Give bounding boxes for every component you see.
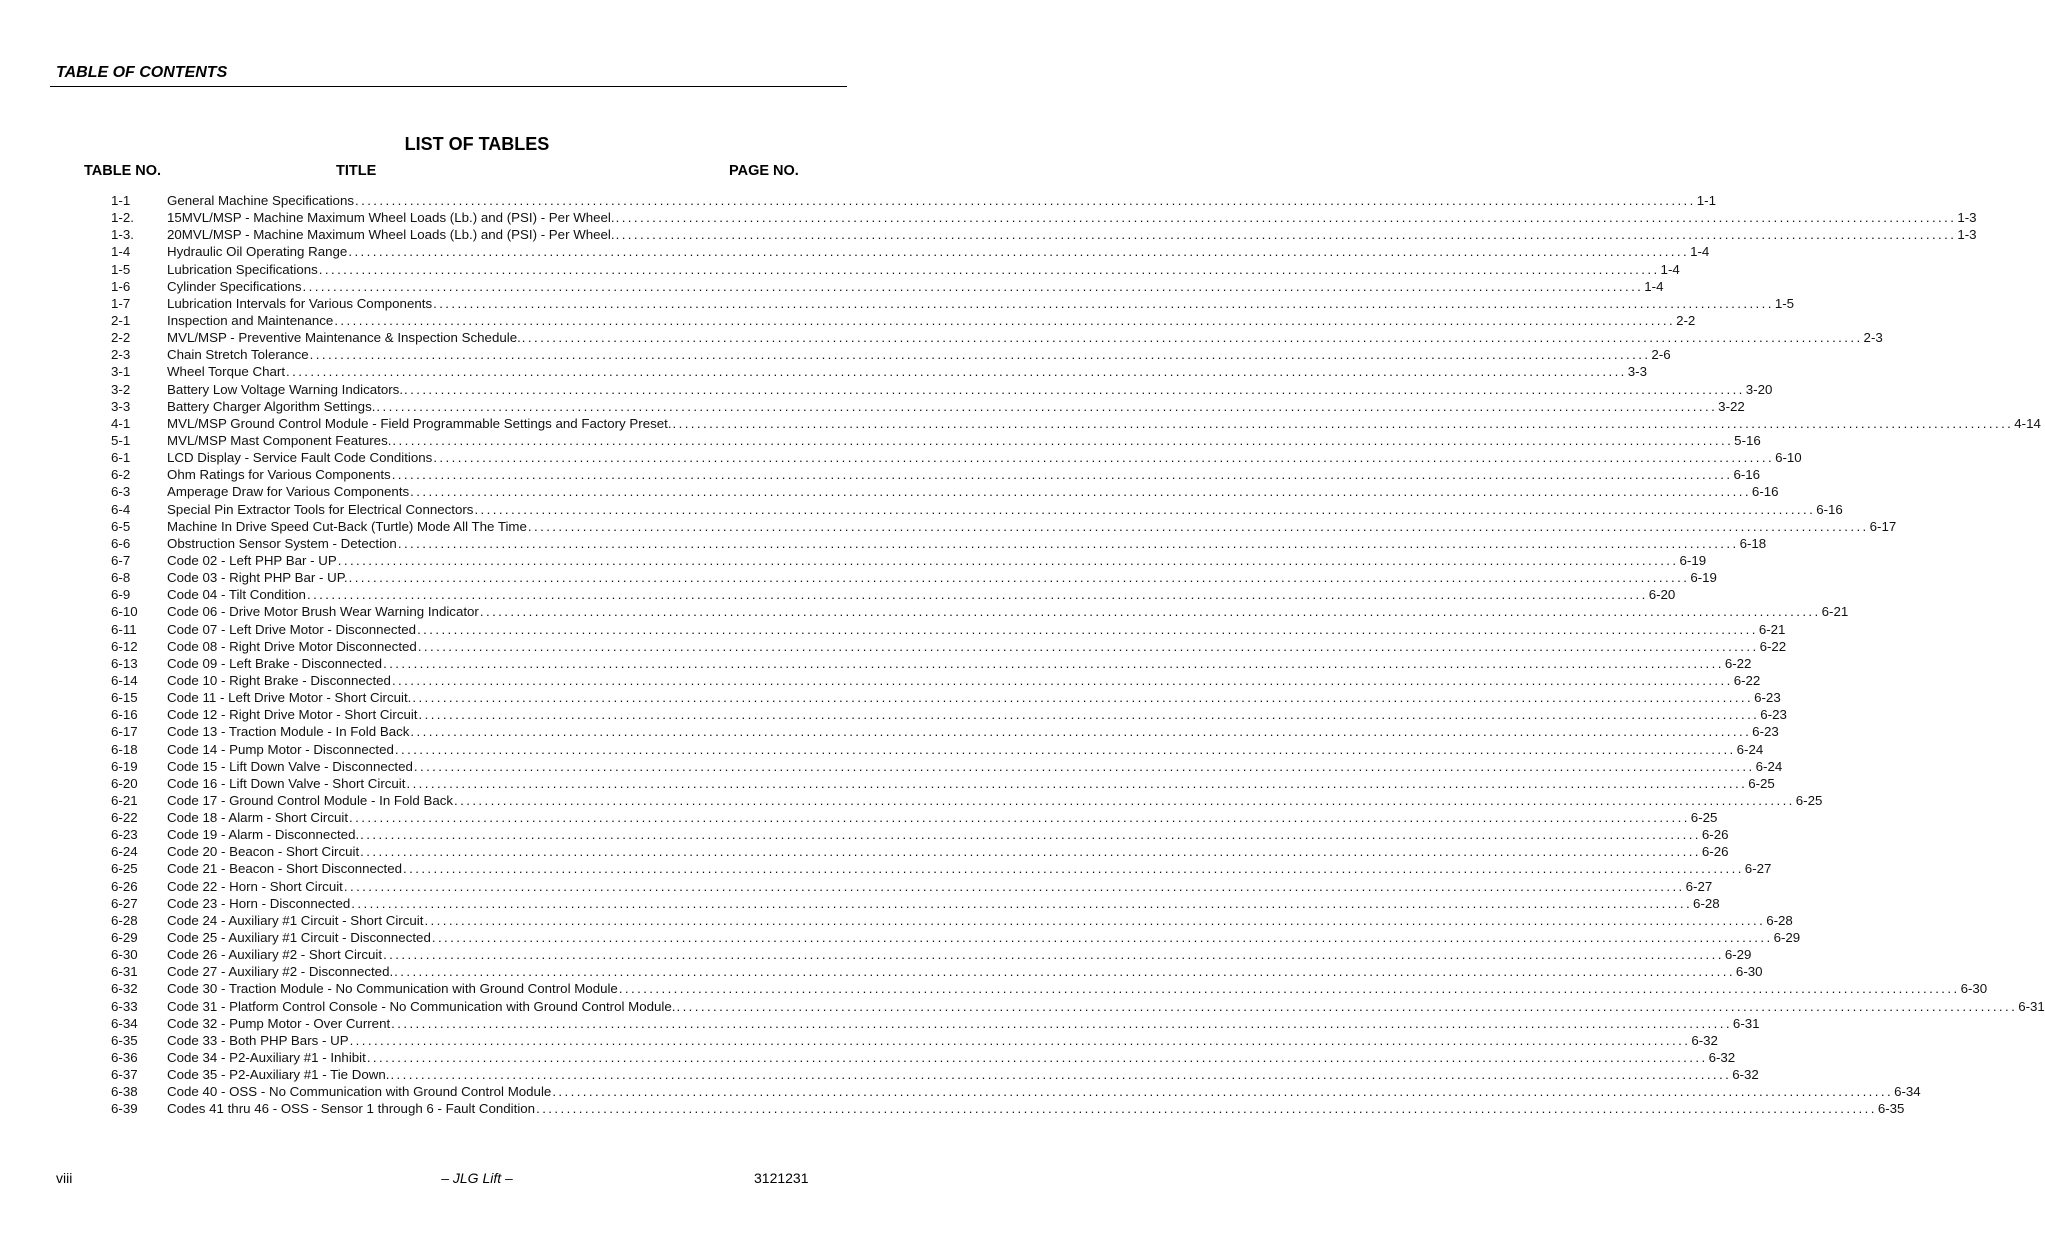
table-number: 6-25: [111, 861, 138, 877]
page-reference: 6-29: [1724, 947, 1752, 963]
table-number: 5-1: [111, 432, 131, 448]
dot-leader: ............................................................................................................................................................................................................................: [410, 484, 1751, 500]
page-reference: 6-28: [1693, 895, 1720, 911]
table-number: 6-3: [111, 484, 131, 500]
table-title: Code 15 - Lift Down Valve - Disconnected: [167, 758, 413, 774]
dot-leader: ............................................................................................................................................................................................................................: [417, 621, 1758, 637]
table-number: 6-17: [111, 724, 138, 740]
toc-row[interactable]: [111, 809, 1718, 826]
toc-row[interactable]: [111, 432, 1761, 449]
page-reference: 6-27: [1685, 878, 1713, 894]
dot-leader: ............................................................................................................................................................................................................................: [391, 1015, 1732, 1031]
toc-row[interactable]: [111, 483, 1779, 500]
page-reference: 1-4: [1644, 278, 1664, 294]
dot-leader: ............................................................................................................................................................................................................................: [474, 501, 1816, 517]
table-number: 4-1: [111, 415, 131, 431]
dot-leader: ............................................................................................................................................................................................................................: [615, 227, 1957, 243]
table-title: Code 30 - Traction Module - No Communication with Ground Control Module: [167, 981, 618, 997]
table-number: 1-5: [111, 261, 131, 277]
dot-leader: ............................................................................................................................................................................................................................: [413, 758, 1755, 774]
page-reference: 1-3: [1957, 210, 1977, 226]
table-title: Code 20 - Beacon - Short Circuit: [167, 844, 360, 860]
dot-leader: ............................................................................................................................................................................................................................: [348, 570, 1690, 586]
toc-row[interactable]: [111, 295, 1795, 312]
dot-leader: ............................................................................................................................................................................................................................: [349, 1032, 1691, 1048]
page-reference: 6-26: [1701, 827, 1729, 843]
dot-leader: ............................................................................................................................................................................................................................: [431, 930, 1773, 946]
table-title: Code 33 - Both PHP Bars - UP: [167, 1032, 349, 1048]
table-number: 6-11: [111, 621, 137, 637]
page-reference: 6-16: [1816, 501, 1843, 517]
toc-row[interactable]: [111, 689, 1781, 706]
dot-leader: ............................................................................................................................................................................................................................: [306, 587, 1648, 603]
table-title: Code 18 - Alarm - Short Circuit: [167, 810, 349, 826]
toc-row[interactable]: [111, 1015, 1760, 1032]
page-reference: 3-20: [1745, 381, 1773, 397]
table-title: Codes 41 thru 46 - OSS - Sensor 1 through 6 - Fault Condition: [167, 1101, 536, 1117]
page-reference: 6-22: [1759, 638, 1787, 654]
page-reference: 6-21: [1758, 621, 1786, 637]
dot-leader: ............................................................................................................................................................................................................................: [412, 690, 1754, 706]
table-title: Special Pin Extractor Tools for Electrical Connectors: [167, 501, 474, 517]
table-number: 1-3.: [111, 227, 134, 243]
table-title: Code 19 - Alarm - Disconnected.: [167, 827, 360, 843]
dot-leader: ............................................................................................................................................................................................................................: [552, 1084, 1894, 1100]
table-title: Code 04 - Tilt Condition: [167, 587, 306, 603]
dot-leader: ............................................................................................................................................................................................................................: [417, 638, 1759, 654]
table-number: 1-7: [111, 295, 131, 311]
table-number: 6-32: [111, 981, 138, 997]
table-title: Code 03 - Right PHP Bar - UP.: [167, 570, 348, 586]
table-number: 6-35: [111, 1032, 138, 1048]
dot-leader: ............................................................................................................................................................................................................................: [676, 998, 2018, 1014]
page-reference: 6-32: [1691, 1032, 1718, 1048]
dot-leader: ............................................................................................................................................................................................................................: [391, 672, 1733, 688]
table-title: Code 12 - Right Drive Motor - Short Circuit: [167, 707, 418, 723]
table-title: Code 16 - Lift Down Valve - Short Circuit: [167, 775, 406, 791]
table-number: 6-20: [111, 775, 138, 791]
page-reference: 1-4: [1690, 244, 1710, 260]
table-title: MVL/MSP - Preventive Maintenance & Inspection Schedule.: [167, 330, 521, 346]
dot-leader: ............................................................................................................................................................................................................................: [360, 827, 1701, 843]
table-title: Code 09 - Left Brake - Disconnected: [167, 655, 383, 671]
dot-leader: ............................................................................................................................................................................................................................: [343, 878, 1685, 894]
table-number: 6-5: [111, 518, 131, 534]
dot-leader: ............................................................................................................................................................................................................................: [337, 552, 1679, 568]
table-number: 6-19: [111, 758, 138, 774]
dot-leader: ............................................................................................................................................................................................................................: [404, 381, 1745, 397]
toc-row[interactable]: [111, 843, 1729, 860]
page-reference: 1-1: [1696, 193, 1716, 208]
table-number: 6-13: [111, 655, 138, 671]
dot-leader: ............................................................................................................................................................................................................................: [479, 604, 1821, 620]
footer-page-number: viii: [56, 1170, 73, 1186]
page-reference: 6-24: [1755, 758, 1783, 774]
table-title: Code 21 - Beacon - Short Disconnected: [167, 861, 403, 877]
dot-leader: ............................................................................................................................................................................................................................: [672, 415, 2014, 431]
dot-leader: ............................................................................................................................................................................................................................: [349, 810, 1690, 826]
page-reference: 6-31: [2018, 998, 2045, 1014]
page-reference: 6-26: [1701, 844, 1729, 860]
toc-row[interactable]: [111, 621, 1786, 638]
footer-document-number: 3121231: [754, 1170, 809, 1186]
table-title: Code 27 - Auxiliary #2 - Disconnected.: [167, 964, 394, 980]
table-title: Amperage Draw for Various Components: [167, 484, 410, 500]
table-title: Lubrication Specifications: [167, 261, 318, 277]
table-number: 6-38: [111, 1084, 138, 1100]
table-number: 6-24: [111, 844, 138, 860]
toc-row[interactable]: [111, 895, 1720, 912]
dot-leader: ............................................................................................................................................................................................................................: [394, 741, 1736, 757]
table-number: 6-7: [111, 552, 131, 568]
page-reference: 6-24: [1736, 741, 1764, 757]
page-reference: 6-16: [1751, 484, 1779, 500]
page-reference: 3-22: [1718, 398, 1745, 414]
toc-row[interactable]: [111, 946, 1752, 963]
table-number: 6-33: [111, 998, 138, 1014]
table-number: 6-15: [111, 690, 138, 706]
toc-row[interactable]: [111, 192, 1716, 209]
dot-leader: ............................................................................................................................................................................................................................: [383, 655, 1724, 671]
dot-leader: ............................................................................................................................................................................................................................: [454, 792, 1795, 808]
page-reference: 6-30: [1735, 964, 1763, 980]
toc-row[interactable]: [111, 912, 1793, 929]
dot-leader: ............................................................................................................................................................................................................................: [334, 312, 1676, 328]
column-header-page-no: PAGE NO.: [729, 163, 799, 179]
toc-row[interactable]: [111, 775, 1775, 792]
toc-row[interactable]: [111, 878, 1713, 895]
header-divider: [50, 86, 847, 87]
dot-leader: ............................................................................................................................................................................................................................: [286, 364, 1627, 380]
table-number: 6-6: [111, 535, 131, 551]
page-reference: 2-2: [1676, 312, 1696, 328]
toc-row[interactable]: [111, 535, 1767, 552]
toc-row[interactable]: [111, 1032, 1718, 1049]
toc-row[interactable]: [111, 243, 1710, 260]
page-reference: 6-23: [1754, 690, 1781, 706]
toc-row[interactable]: [111, 415, 2041, 432]
dot-leader: ............................................................................................................................................................................................................................: [418, 707, 1760, 723]
page-reference: 6-31: [1732, 1015, 1760, 1031]
table-title: Lubrication Intervals for Various Components: [167, 295, 433, 311]
dot-leader: ............................................................................................................................................................................................................................: [615, 210, 1957, 226]
toc-row[interactable]: [111, 518, 1897, 535]
table-title: Battery Low Voltage Warning Indicators.: [167, 381, 404, 397]
table-title: Code 34 - P2-Auxiliary #1 - Inhibit: [167, 1050, 366, 1066]
page-reference: 6-23: [1752, 724, 1779, 740]
page-reference: 6-19: [1679, 552, 1707, 568]
page-reference: 6-32: [1708, 1050, 1736, 1066]
table-number: 2-1: [111, 312, 131, 328]
dot-leader: ............................................................................................................................................................................................................................: [618, 981, 1960, 997]
page-reference: 6-18: [1739, 535, 1767, 551]
page-title: LIST OF TABLES: [404, 134, 550, 154]
table-number: 6-36: [111, 1050, 138, 1066]
toc-row[interactable]: [111, 929, 1801, 946]
table-title: Code 10 - Right Brake - Disconnected: [167, 672, 391, 688]
table-title: Code 17 - Ground Control Module - In Fold Back: [167, 792, 454, 808]
table-title: Wheel Torque Chart: [167, 364, 286, 380]
dot-leader: ............................................................................................................................................................................................................................: [366, 1050, 1708, 1066]
toc-row[interactable]: [111, 449, 1802, 466]
toc-row[interactable]: [111, 329, 1883, 346]
table-number: 3-3: [111, 398, 131, 414]
page-reference: 6-19: [1690, 570, 1717, 586]
dot-leader: ............................................................................................................................................................................................................................: [536, 1101, 1877, 1117]
toc-row[interactable]: [111, 741, 1764, 758]
dot-leader: ............................................................................................................................................................................................................................: [424, 912, 1766, 928]
table-number: 6-21: [111, 792, 138, 808]
table-number: 6-14: [111, 672, 138, 688]
toc-row[interactable]: [111, 706, 1787, 723]
table-title: Code 40 - OSS - No Communication with Ground Control Module: [167, 1084, 552, 1100]
toc-row[interactable]: [111, 723, 1779, 740]
page-reference: 6-27: [1744, 861, 1772, 877]
table-title: Code 07 - Left Drive Motor - Disconnected: [167, 621, 417, 637]
table-number: 6-10: [111, 604, 138, 620]
table-title: Code 14 - Pump Motor - Disconnected: [167, 741, 394, 757]
table-number: 6-37: [111, 1067, 138, 1083]
page-reference: 6-34: [1894, 1084, 1921, 1100]
column-header-table-no: TABLE NO.: [84, 163, 162, 179]
toc-row[interactable]: [111, 963, 1763, 980]
dot-leader: ............................................................................................................................................................................................................................: [348, 244, 1690, 260]
page-reference: 6-22: [1724, 655, 1752, 671]
table-number: 6-2: [111, 467, 131, 483]
page-reference: 6-32: [1732, 1067, 1759, 1083]
page-reference: 1-4: [1660, 261, 1680, 277]
table-title: Code 26 - Auxiliary #2 - Short Circuit: [167, 947, 383, 963]
page-reference: 4-14: [2014, 415, 2041, 431]
toc-row[interactable]: [111, 860, 1772, 877]
toc-row[interactable]: [111, 312, 1696, 329]
table-number: 1-1: [111, 193, 131, 208]
page-reference: 2-6: [1651, 347, 1671, 363]
table-title: Code 35 - P2-Auxiliary #1 - Tie Down.: [167, 1067, 390, 1083]
table-number: 6-1: [111, 450, 131, 466]
toc-row[interactable]: [111, 1100, 1905, 1117]
page-reference: 6-25: [1690, 810, 1718, 826]
table-number: 1-2.: [111, 210, 134, 226]
table-title: LCD Display - Service Fault Code Conditions: [167, 450, 433, 466]
toc-row[interactable]: [111, 381, 1773, 398]
table-number: 6-29: [111, 930, 138, 946]
table-title: Ohm Ratings for Various Components: [167, 467, 391, 483]
table-number: 6-31: [111, 964, 138, 980]
table-title: Hydraulic Oil Operating Range: [167, 244, 348, 260]
table-number: 6-8: [111, 570, 131, 586]
table-list: [111, 192, 2045, 1118]
toc-row[interactable]: [111, 792, 1823, 809]
page-reference: 6-22: [1733, 672, 1761, 688]
toc-row[interactable]: [111, 398, 1745, 415]
page-reference: 6-17: [1869, 518, 1897, 534]
table-title: Code 02 - Left PHP Bar - UP: [167, 552, 337, 568]
table-number: 1-4: [111, 244, 131, 260]
toc-row[interactable]: [111, 603, 1849, 620]
dot-leader: ............................................................................................................................................................................................................................: [351, 895, 1693, 911]
dot-leader: ............................................................................................................................................................................................................................: [355, 193, 1696, 208]
page-reference: 6-35: [1877, 1101, 1905, 1117]
table-number: 2-3: [111, 347, 131, 363]
toc-row[interactable]: [111, 826, 1729, 843]
table-number: 6-27: [111, 895, 138, 911]
dot-leader: ............................................................................................................................................................................................................................: [521, 330, 1863, 346]
table-title: Battery Charger Algorithm Settings.: [167, 398, 376, 414]
page-reference: 6-21: [1821, 604, 1849, 620]
table-number: 6-39: [111, 1101, 138, 1117]
table-title: MVL/MSP Ground Control Module - Field Programmable Settings and Factory Preset.: [167, 415, 672, 431]
table-number: 6-30: [111, 947, 138, 963]
table-number: 6-4: [111, 501, 131, 517]
table-number: 3-2: [111, 381, 131, 397]
toc-row[interactable]: [111, 209, 1977, 226]
dot-leader: ............................................................................................................................................................................................................................: [410, 724, 1752, 740]
table-title: Machine In Drive Speed Cut-Back (Turtle) Mode All The Time: [167, 518, 527, 534]
table-number: 6-28: [111, 912, 138, 928]
table-title: General Machine Specifications: [167, 193, 354, 208]
table-number: 3-1: [111, 364, 131, 380]
page-reference: 6-23: [1760, 707, 1787, 723]
table-number: 6-12: [111, 638, 138, 654]
table-number: 6-34: [111, 1015, 138, 1031]
dot-leader: ............................................................................................................................................................................................................................: [392, 432, 1734, 448]
table-number: 6-23: [111, 827, 138, 843]
table-title: Code 25 - Auxiliary #1 Circuit - Disconnected: [167, 930, 431, 946]
table-title: Code 06 - Drive Motor Brush Wear Warning Indicator: [167, 604, 479, 620]
dot-leader: ............................................................................................................................................................................................................................: [302, 278, 1644, 294]
toc-row[interactable]: [111, 672, 1761, 689]
page-reference: 6-29: [1773, 930, 1801, 946]
table-title: Obstruction Sensor System - Detection: [167, 535, 397, 551]
page-reference: 1-5: [1774, 295, 1795, 311]
page-reference: 5-16: [1734, 432, 1761, 448]
page-reference: 6-30: [1960, 981, 1988, 997]
toc-row[interactable]: [111, 980, 1988, 997]
toc-row[interactable]: [111, 758, 1783, 775]
toc-row[interactable]: [111, 278, 1664, 295]
dot-leader: ............................................................................................................................................................................................................................: [318, 261, 1660, 277]
toc-row[interactable]: [111, 569, 1717, 586]
toc-row[interactable]: [111, 346, 1671, 363]
table-title: Code 23 - Horn - Disconnected: [167, 895, 351, 911]
table-title: Code 08 - Right Drive Motor Disconnected: [167, 638, 417, 654]
page-reference: 6-25: [1748, 775, 1775, 791]
toc-row[interactable]: [111, 998, 2045, 1015]
dot-leader: ............................................................................................................................................................................................................................: [406, 775, 1748, 791]
toc-row[interactable]: [111, 1083, 1921, 1100]
table-number: 2-2: [111, 330, 131, 346]
table-number: 6-22: [111, 810, 138, 826]
table-title: Code 24 - Auxiliary #1 Circuit - Short Circuit: [167, 912, 424, 928]
page-reference: 3-3: [1627, 364, 1647, 380]
table-title: Code 32 - Pump Motor - Over Current: [167, 1015, 391, 1031]
table-title: Code 22 - Horn - Short Circuit: [167, 878, 343, 894]
page-reference: 6-16: [1733, 467, 1761, 483]
dot-leader: ............................................................................................................................................................................................................................: [391, 467, 1733, 483]
table-title: Chain Stretch Tolerance: [167, 347, 309, 363]
footer-publisher: – JLG Lift –: [441, 1170, 513, 1186]
page-reference: 6-20: [1648, 587, 1676, 603]
toc-row[interactable]: [111, 1049, 1736, 1066]
dot-leader: ............................................................................................................................................................................................................................: [390, 1067, 1732, 1083]
table-number: 6-18: [111, 741, 138, 757]
table-number: 1-6: [111, 278, 131, 294]
toc-row[interactable]: [111, 226, 1977, 243]
toc-row[interactable]: [111, 638, 1787, 655]
section-header-title: TABLE OF CONTENTS: [56, 64, 228, 81]
toc-row[interactable]: [111, 261, 1680, 278]
toc-row[interactable]: [111, 501, 1843, 518]
dot-leader: ............................................................................................................................................................................................................................: [360, 844, 1701, 860]
toc-row[interactable]: [111, 1066, 1759, 1083]
table-title: Code 31 - Platform Control Console - No Communication with Ground Control Module.: [167, 998, 676, 1014]
page-reference: 1-3: [1957, 227, 1977, 243]
table-number: 6-26: [111, 878, 138, 894]
table-title: Code 13 - Traction Module - In Fold Back: [167, 724, 410, 740]
dot-leader: ............................................................................................................................................................................................................................: [403, 861, 1744, 877]
dot-leader: ............................................................................................................................................................................................................................: [376, 398, 1718, 414]
page-reference: 6-25: [1795, 792, 1823, 808]
table-number: 6-9: [111, 587, 131, 603]
table-number: 6-16: [111, 707, 138, 723]
page-reference: 2-3: [1863, 330, 1883, 346]
table-title: Code 11 - Left Drive Motor - Short Circuit.: [167, 690, 412, 706]
table-title: MVL/MSP Mast Component Features.: [167, 432, 392, 448]
dot-leader: ............................................................................................................................................................................................................................: [433, 450, 1775, 466]
dot-leader: ............................................................................................................................................................................................................................: [394, 964, 1735, 980]
table-title: Inspection and Maintenance: [167, 312, 334, 328]
dot-leader: ............................................................................................................................................................................................................................: [383, 947, 1724, 963]
table-title: Cylinder Specifications: [167, 278, 302, 294]
column-header-title: TITLE: [336, 163, 377, 179]
page-reference: 6-28: [1766, 912, 1793, 928]
table-title: 15MVL/MSP - Machine Maximum Wheel Loads (Lb.) and (PSI) - Per Wheel.: [167, 210, 615, 226]
dot-leader: ............................................................................................................................................................................................................................: [527, 518, 1869, 534]
toc-row[interactable]: [111, 552, 1707, 569]
toc-row[interactable]: [111, 363, 1647, 380]
toc-row[interactable]: [111, 466, 1761, 483]
table-title: 20MVL/MSP - Machine Maximum Wheel Loads (Lb.) and (PSI) - Per Wheel.: [167, 227, 615, 243]
toc-row[interactable]: [111, 655, 1752, 672]
toc-row[interactable]: [111, 586, 1676, 603]
dot-leader: ............................................................................................................................................................................................................................: [433, 295, 1774, 311]
dot-leader: ............................................................................................................................................................................................................................: [397, 535, 1739, 551]
dot-leader: ............................................................................................................................................................................................................................: [309, 347, 1651, 363]
page-reference: 6-10: [1775, 450, 1802, 466]
